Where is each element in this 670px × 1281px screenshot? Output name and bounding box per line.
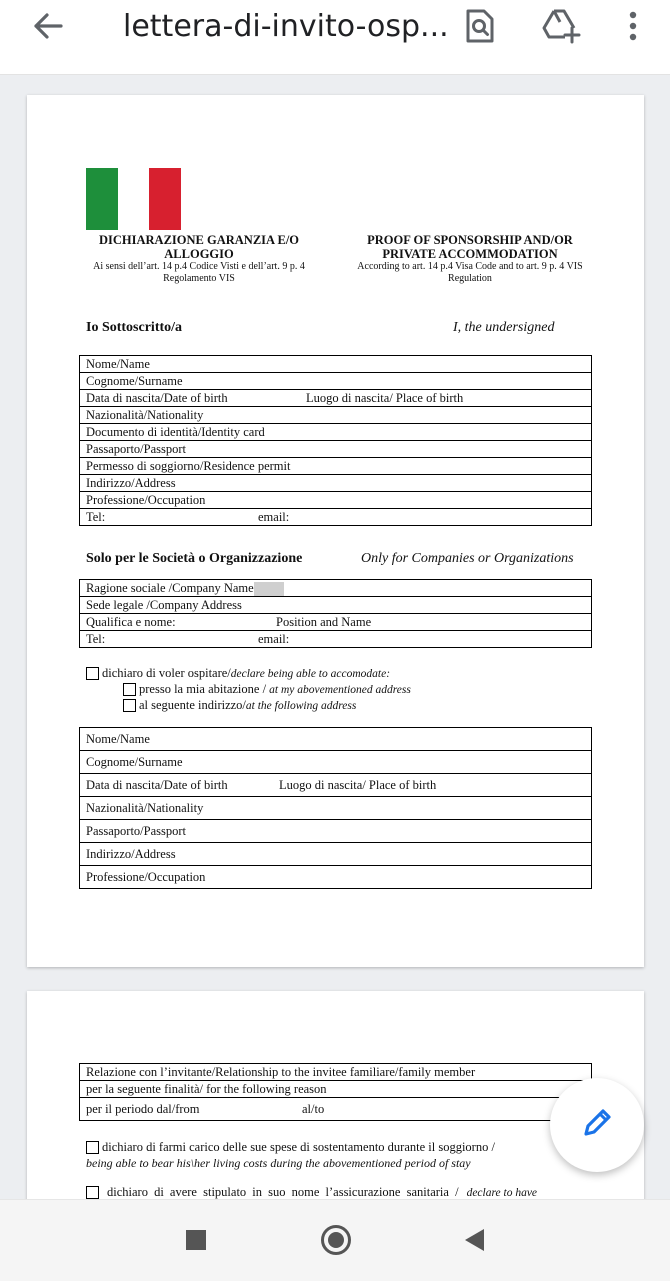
table-row [80,509,592,526]
guest-surname[interactable]: Cognome/Surname [80,751,592,774]
document-title: lettera-di-invito-osp... [123,9,449,44]
costs-checkbox[interactable] [86,1141,99,1154]
header-italian: DICHIARAZIONE GARANZIA E/O ALLOGGIO Ai sensi dell’art. 14 p.4 Codice Visti e dell’art. 9 p. 4 Regolamento VIS [93,233,305,284]
table-row [80,866,592,889]
back-arrow-icon[interactable] [28,8,68,44]
table-row [80,492,592,509]
add-to-drive-icon[interactable] [540,6,584,46]
field-address[interactable]: Indirizzo/Address [80,475,592,492]
table-row [80,843,592,866]
pdf-page-2 [27,991,644,1199]
app-bar [0,0,670,75]
costs-checkbox-row[interactable]: dichiaro di farmi carico delle sue spese di sostentamento durante il soggiorno / [86,1140,495,1155]
field-residence[interactable]: Permesso di soggiorno/Residence permit [80,458,592,475]
table-row [80,1081,592,1098]
field-qualification[interactable]: Qualifica e nome: Position and Name [80,614,592,631]
host-checkbox-row[interactable]: dichiaro di voler ospitare/ declare being able to accomodate: [86,666,390,681]
table-row [80,820,592,843]
field-occupation[interactable]: Professione/Occupation [80,492,592,509]
table-row [80,580,592,597]
flag-white [118,168,150,230]
back-triangle-icon[interactable] [456,1220,492,1260]
field-tel[interactable]: Tel: email: [80,509,592,526]
sponsor-heading: Io Sottoscritto/a [86,320,183,335]
field-relationship[interactable]: Relazione con l’invitante/Relationship to the invitee familiare/family member [80,1064,592,1081]
table-row [80,1098,592,1121]
table-row [80,751,592,774]
company-heading: Solo per le Società o Organizzazione [86,551,303,566]
table-row [80,407,592,424]
guest-nationality[interactable]: Nazionalità/Nationality [80,797,592,820]
pencil-icon [580,1106,614,1145]
insurance-checkbox-row[interactable]: dichiaro di avere stipulato in suo nome l’assicurazione sanitaria / declare to have [86,1185,537,1199]
table-row [80,458,592,475]
table-row [80,728,592,751]
table-row [80,1064,592,1081]
host-option-home[interactable]: presso la mia abitazione / at my abovementioned address [123,682,411,697]
company-heading-en: Only for Companies or Organizations [361,551,574,566]
table-row [80,356,592,373]
field-reason[interactable]: per la seguente finalità/ for the following reason [80,1081,592,1098]
table-row [80,614,592,631]
field-company-name[interactable]: Ragione sociale /Company Name [80,580,592,597]
recents-square-icon[interactable] [178,1220,214,1260]
field-surname[interactable]: Cognome/Surname [80,373,592,390]
table-row [80,441,592,458]
home-circle-icon[interactable] [316,1220,356,1260]
more-options-icon[interactable] [618,6,648,46]
table-row [80,373,592,390]
table-row [80,390,592,407]
table-row [80,597,592,614]
field-company-address[interactable]: Sede legale /Company Address [80,597,592,614]
guest-occupation[interactable]: Professione/Occupation [80,866,592,889]
field-passport[interactable]: Passaporto/Passport [80,441,592,458]
find-in-page-icon[interactable] [462,6,498,46]
edit-fab-button[interactable] [550,1078,644,1172]
document-viewer[interactable] [0,75,670,1199]
redacted-block [254,582,284,596]
table-row [80,797,592,820]
flag-green [86,168,118,230]
field-name[interactable]: Nome/Name [80,356,592,373]
host-option-address[interactable]: al seguente indirizzo/ at the following address [123,698,356,713]
field-period[interactable]: per il periodo dal/from al/to [80,1098,592,1121]
field-nationality[interactable]: Nazionalità/Nationality [80,407,592,424]
insurance-checkbox[interactable] [86,1186,99,1199]
table-row [80,424,592,441]
system-navigation-bar [0,1199,670,1281]
flag-red [149,168,181,230]
guest-address[interactable]: Indirizzo/Address [80,843,592,866]
table-row [80,631,592,648]
field-identity[interactable]: Documento di identità/Identity card [80,424,592,441]
table-row [80,475,592,492]
table-row [80,774,592,797]
guest-table [79,727,592,889]
guest-passport[interactable]: Passaporto/Passport [80,820,592,843]
relationship-table [79,1063,592,1121]
header-english: PROOF OF SPONSORSHIP AND/OR PRIVATE ACCOMMODATION According to art. 14 p.4 Visa Code and to art. 9 p. 4 VIS Regulation [357,233,583,284]
field-birth[interactable]: Data di nascita/Date of birth Luogo di nascita/ Place of birth [80,390,592,407]
host-checkbox[interactable] [86,667,99,680]
pdf-page-1 [27,95,644,967]
sponsor-table [79,355,592,526]
company-table [79,579,592,648]
field-company-tel[interactable]: Tel: email: [80,631,592,648]
costs-english: being able to bear his\her living costs during the abovementioned period of stay [86,1156,471,1170]
option-address-checkbox[interactable] [123,699,136,712]
sponsor-heading-en: I, the undersigned [453,320,555,335]
guest-birth[interactable]: Data di nascita/Date of birth Luogo di nascita/ Place of birth [80,774,592,797]
option-home-checkbox[interactable] [123,683,136,696]
guest-name[interactable]: Nome/Name [80,728,592,751]
